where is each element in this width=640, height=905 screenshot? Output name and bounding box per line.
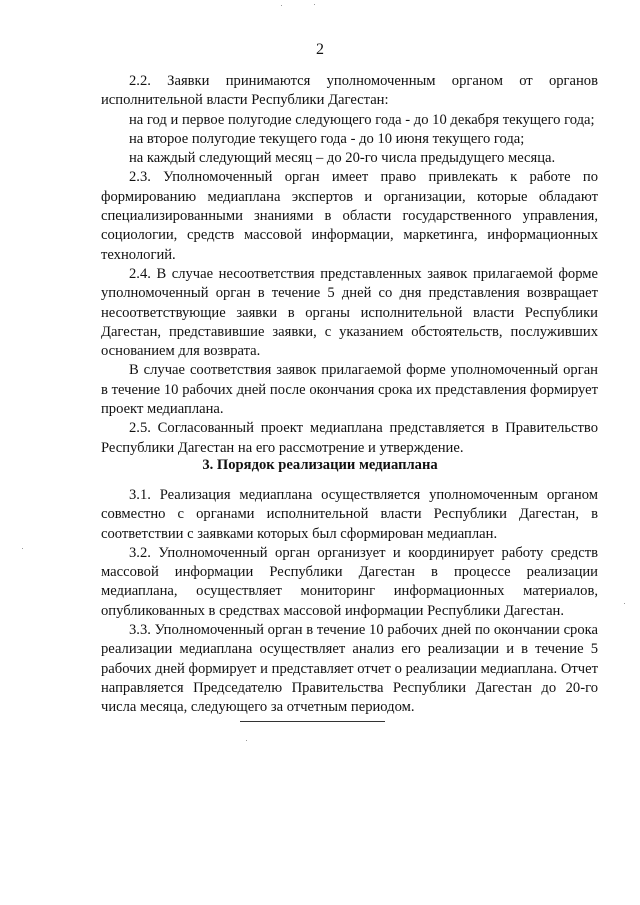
paragraph-3-1: 3.1. Реализация медиаплана осуществляется уполномоченным органом совместно с органами исполнительной власти Республики Дагестан, в соответствии с заявками которых был сформирован медиаплан. [101, 487, 598, 542]
paragraph-2-4: 2.4. В случае несоответствия представленных заявок прилагаемой форме уполномоченный орган в течение 5 дней со дня представления возвращает несоответствующие заявки в органы исполнительной власти Республики Дагестан, представившие заявки, с указанием обстоятельств, послуживших основанием для возврата. [101, 265, 598, 360]
paragraph-2-2: 2.2. Заявки принимаются уполномоченным органом от органов исполнительной власти Республики Дагестан: [101, 73, 598, 109]
scan-speck [22, 548, 23, 549]
paragraph-2-3: 2.3. Уполномоченный орган имеет право привлекать к работе по формированию медиаплана экспертов и организации, которые обладают специализированными знаниями в области государственного управления, социологии, средств массовой информации, маркетинга, информационных технологий. [101, 169, 598, 263]
paragraph-deadline-annual: на год и первое полугодие следующего года - до 10 декабря текущего года; [129, 111, 595, 128]
paragraph-2-4-compliance: В случае соответствия заявок прилагаемой форме уполномоченный орган в течение 10 рабочих дней после окончания срока их представления формирует проект медиаплана. [101, 362, 598, 418]
paragraph-3-2: 3.2. Уполномоченный орган организует и координирует работу средств массовой информации Республики Дагестан в процессе реализации медиаплана, осуществляет мониторинг информационных материалов, опубликованных в средствах массовой информации Республики Дагестан. [101, 544, 598, 619]
end-of-text-rule [240, 721, 385, 722]
section-2-text [101, 72, 598, 458]
scan-speck [624, 603, 625, 604]
scan-speck [281, 5, 282, 6]
section-3-heading: 3. Порядок реализации медиаплана [202, 457, 438, 473]
paragraph-3-3: 3.3. Уполномоченный орган в течение 10 рабочих дней по окончании срока реализации медиаплана осуществляет анализ его реализации и в течение 5 рабочих дней формирует и представляет отчет о реализации медиаплана. Отчет направляется Председателю Правительства Республики Дагестан до 20-го числа месяца, следующего за отчетным периодом. [101, 622, 598, 716]
section-3-text [101, 486, 598, 718]
scan-speck [246, 740, 247, 741]
scan-speck [314, 4, 315, 5]
paragraph-deadline-monthly: на каждый следующий месяц – до 20-го числа предыдущего месяца. [129, 150, 556, 167]
page-number: 2 [316, 41, 324, 58]
paragraph-2-5: 2.5. Согласованный проект медиаплана представляется в Правительство Республики Дагестан на его рассмотрение и утверждение. [101, 420, 598, 456]
paragraph-deadline-half-year: на второе полугодие текущего года - до 10 июня текущего года; [129, 130, 525, 147]
